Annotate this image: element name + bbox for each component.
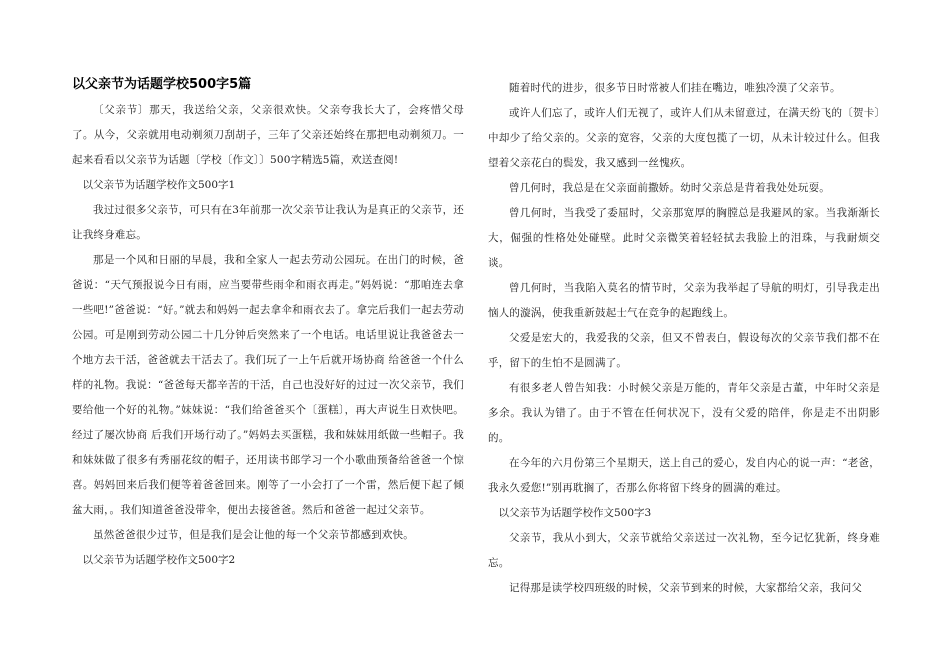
body-paragraph: 记得那是读学校四班级的时候，父亲节到来的时候，大家都给父亲，我问父 — [509, 582, 863, 594]
intro-paragraph: 〔父亲节〕那天，我送给父亲，父亲很欢快。父亲夸我长大了，会疼惜父母了。从今，父亲就用电动剃须刀刮胡子，三年了父亲还始终在那把电动剃须刀。一起来看看以父亲节为话题〔学校〔作文〕〕500字精选5篇，欢送查阅! — [72, 104, 464, 166]
body-paragraph: 曾几何时，当我受了委屈时，父亲那宽厚的胸膛总是我避风的家。当我渐渐长大，倔强的性格处处碰壁。此时父亲微笑着轻轻拭去我脸上的泪珠，与我耐烦交谈。 — [488, 207, 880, 269]
body-paragraph: 父爱是宏大的，我爱我的父亲，但又不曾表白，假设每次的父亲节我们都不在乎，留下的生怕不是圆满了。 — [488, 332, 880, 369]
body-paragraph: 或许人们忘了，或许人们无视了，或许人们从未留意过，在满天纷飞的〔贺卡〕中却少了给父亲的。父亲的宽容，父亲的大度包揽了一切，从未计较过什么。但我望着父亲花白的鬓发，我又感到一丝愧疚。 — [488, 107, 880, 169]
body-paragraph: 在今年的六月份第三个星期天，送上自己的爱心，发自内心的说一声：“老爸，我永久爱您!”别再耽搁了，否那么你将留下终身的圆满的难过。 — [488, 457, 880, 494]
right-column-body — [488, 76, 880, 601]
essay-heading: 以父亲节为话题学校作文500字2 — [82, 554, 236, 566]
body-paragraph: 父亲节，我从小到大，父亲节就给父亲送过一次礼物，至今记忆犹新，终身难忘。 — [488, 532, 880, 569]
essay-heading: 以父亲节为话题学校作文500字1 — [82, 179, 236, 191]
document-title: 以父亲节为话题学校500字5篇 — [72, 77, 252, 92]
body-paragraph: 我过过很多父亲节，可只有在3年前那一次父亲节让我认为是真正的父亲节，还让我终身难忘。 — [72, 204, 464, 241]
essay-heading: 以父亲节为话题学校作文500字3 — [498, 507, 652, 519]
body-paragraph: 有很多老人曾告知我：小时候父亲是万能的，青年父亲是古董，中年时父亲是多余。我认为错了。由于不管在任何状况下，没有父爱的陪伴，你是走不出阴影的。 — [488, 382, 880, 444]
body-paragraph: 曾几何时，我总是在父亲面前撒娇。幼时父亲总是背着我处处玩耍。 — [509, 182, 830, 194]
body-paragraph: 曾几何时，当我陷入莫名的情节时，父亲为我举起了导航的明灯，引导我走出恼人的漩涡，使我重新鼓起士气在竞争的起跑线上。 — [488, 282, 880, 319]
left-column-body — [72, 98, 464, 573]
body-paragraph: 那是一个风和日丽的早晨，我和全家人一起去劳动公园玩。在出门的时候，爸爸说：“天气预报说今日有雨，应当要带些雨伞和雨衣再走。”妈妈说：“那咱连去拿一些吧!”爸爸说：“好。”就去和妈妈一起去拿伞和雨衣去了。拿完后我们一起去劳动公园。可是刚到劳动公园二十几分钟后突然来了一个电话。电话里说让我爸爸去一个地方去干活，爸爸就去干活去了。我们玩了一上午后就开场协商 给爸爸一个什么样的礼物。我说：“爸爸每天都辛苦的干活，自己也没好好的过过一次父亲节，我们要给他一个好的礼物。”妹妹说：“我们给爸爸买个〔蛋糕〕，再大声说生日欢快吧。经过了屡次协商 后我们开场行动了。”妈妈去买蛋糕，我和妹妹用纸做一些帽子。我和妹妹做了很多有秀丽花纹的帽子，还用读书郎学习一个小歌曲预备给爸爸一个惊喜。妈妈回来后我们便等着爸爸回来。刚等了一小会打了一个雷，然后便下起了倾盆大雨，。我们知道爸爸没带伞，便出去接爸爸。然后和爸爸一起过父亲节。 — [72, 254, 464, 516]
body-paragraph: 随着时代的进步，很多节日时常被人们挂在嘴边，唯独冷漠了父亲节。 — [509, 82, 841, 94]
body-paragraph: 虽然爸爸很少过节，但是我们是会让他的每一个父亲节都感到欢快。 — [93, 529, 414, 541]
